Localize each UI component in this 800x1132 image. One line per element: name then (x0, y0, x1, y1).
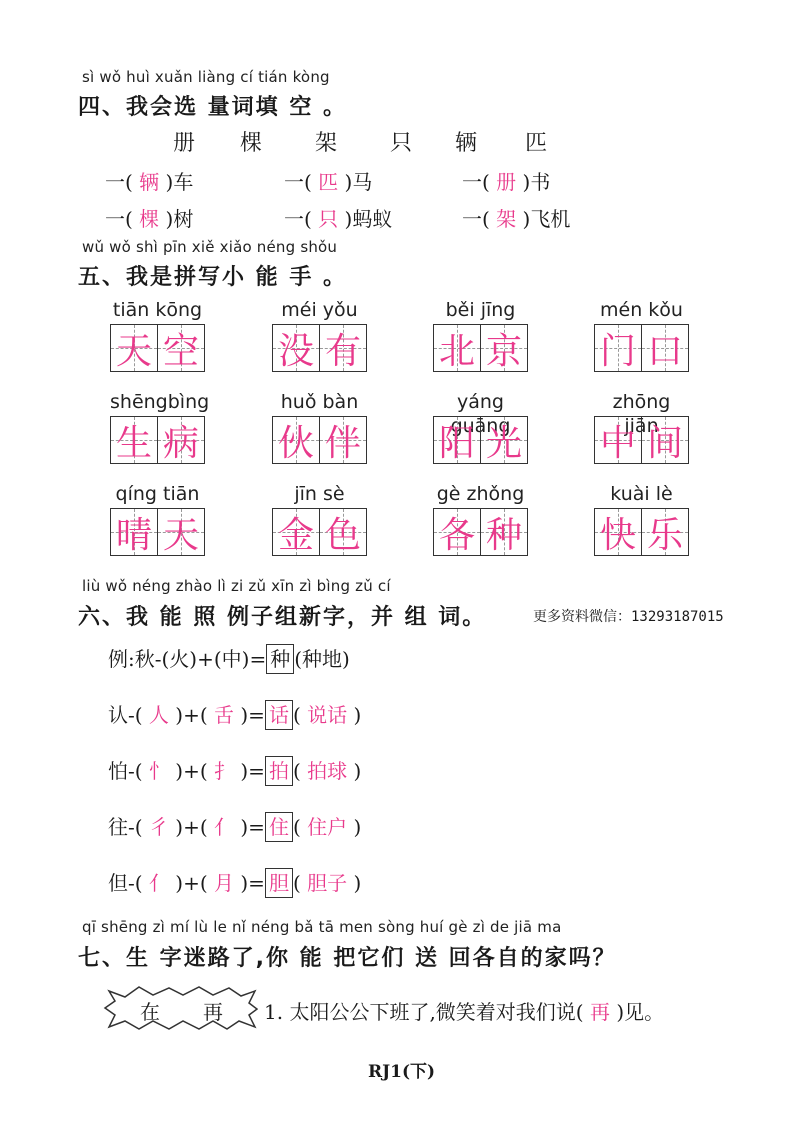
section4-title: 四、我会选 量词填 空 。 (78, 95, 347, 120)
grid-cell (641, 417, 688, 463)
pinyin-word-item (110, 390, 210, 464)
burst-word: 在 (140, 1000, 160, 1024)
word-pinyin: mén kǒu (600, 299, 683, 321)
written-character: 光 (485, 422, 522, 464)
pinyin-word-item (594, 482, 689, 556)
pinyin-word-item (433, 482, 528, 556)
measure-item: 一( 架 )飞机 (462, 207, 571, 231)
grid-cell (273, 417, 319, 463)
compose-row: 但-( 亻 )+( 月 )= 胆 ( 胆子 ) (108, 867, 361, 898)
word-pinyin: huǒ bàn (280, 391, 359, 413)
compose-row: 认-( 人 )+( 舌 )= 话 ( 说话 ) (108, 699, 361, 730)
measure-item: 一( 棵 )树 (105, 207, 194, 231)
word-pinyin: shēngbìng (110, 391, 210, 413)
grid-cell (480, 325, 527, 371)
pinyin-word-item (110, 482, 205, 556)
word-pinyin: yáng guāng (450, 391, 511, 437)
word-pinyin: zhōng jiān (612, 391, 671, 437)
bank-word: 架 (315, 131, 338, 156)
grid-cell (434, 417, 480, 463)
answer: 再 (589, 1000, 610, 1024)
written-character: 间 (646, 422, 683, 464)
written-character: 空 (162, 330, 199, 372)
tianzige-grid (433, 416, 528, 464)
tianzige-grid (110, 324, 205, 372)
written-character: 京 (485, 330, 522, 372)
answer: 棵 (139, 207, 160, 231)
section6-title: 六、我 能 照 例子组新字，并 组 词。 (78, 605, 487, 630)
written-character: 中 (599, 422, 636, 464)
section5-title: 五、我是拼写小 能 手 。 (78, 265, 347, 290)
grid-cell (480, 417, 527, 463)
grid-cell (111, 509, 157, 555)
written-character: 各 (438, 514, 475, 556)
bank-word: 匹 (525, 131, 548, 156)
pinyin-word-item (594, 298, 689, 372)
tianzige-grid (272, 416, 367, 464)
measure-item: 一( 匹 )马 (284, 170, 373, 194)
answer-box: 胆 (265, 868, 293, 898)
written-character: 晴 (115, 514, 152, 556)
answer: 册 (496, 170, 517, 194)
answer: 辆 (139, 170, 160, 194)
grid-cell (480, 509, 527, 555)
tianzige-grid (594, 416, 689, 464)
grid-cell (641, 325, 688, 371)
contact-note: 更多资料微信：13293187015 (533, 609, 724, 625)
grid-cell (319, 417, 366, 463)
written-character: 生 (115, 422, 152, 464)
grid-cell (111, 325, 157, 371)
burst-word: 再 (203, 1000, 223, 1024)
written-character: 乐 (646, 514, 683, 556)
written-character: 伙 (277, 422, 314, 464)
answer-box: 住 (265, 812, 293, 842)
bank-word: 棵 (240, 131, 263, 156)
grid-cell (157, 509, 204, 555)
grid-cell (273, 509, 319, 555)
word-bank (0, 126, 800, 156)
question-1: 1. 太阳公公下班了,微笑着对我们说( 再 )见。 (264, 1000, 665, 1024)
grid-cell (434, 509, 480, 555)
grid-cell (641, 509, 688, 555)
grid-cell (273, 325, 319, 371)
tianzige-grid (272, 324, 367, 372)
grid-cell (157, 325, 204, 371)
answer-box: 话 (265, 700, 293, 730)
written-character: 快 (599, 514, 636, 556)
written-character: 伴 (324, 422, 361, 464)
written-character: 口 (646, 330, 683, 372)
word-pinyin: kuài lè (610, 483, 673, 505)
tianzige-grid (272, 508, 367, 556)
pinyin-word-item (433, 390, 528, 464)
written-character: 门 (599, 330, 636, 372)
pinyin-word-item (433, 298, 528, 372)
grid-cell (595, 509, 641, 555)
section6-pinyin: liù wǒ néng zhào lì zi zǔ xīn zì bìng zǔ cí (82, 577, 391, 595)
measure-item: 一( 册 )书 (462, 170, 551, 194)
answer: 只 (318, 207, 339, 231)
word-pinyin: qíng tiān (115, 483, 200, 505)
grid-cell (157, 417, 204, 463)
tianzige-grid (594, 508, 689, 556)
example-row: 例:秋-(火)+(中)= 种 (种地) (108, 643, 350, 674)
tianzige-grid (110, 416, 205, 464)
grid-cell (111, 417, 157, 463)
bank-word: 册 (173, 131, 196, 156)
written-character: 金 (277, 514, 314, 556)
word-pinyin: méi yǒu (281, 299, 358, 321)
written-character: 天 (162, 514, 199, 556)
answer: 架 (496, 207, 517, 231)
answer: 匹 (318, 170, 339, 194)
grid-cell (434, 325, 480, 371)
answer-box: 种 (266, 644, 294, 674)
measure-item: 一( 只 )蚂蚁 (284, 207, 393, 231)
pinyin-word-item (594, 390, 689, 464)
section7-pinyin: qī shēng zì mí lù le nǐ néng bǎ tā men sòng huí gè zì de jiā ma (82, 918, 562, 936)
grid-cell (319, 509, 366, 555)
pinyin-word-item (272, 482, 367, 556)
grid-cell (319, 325, 366, 371)
word-pinyin: běi jīng (445, 299, 516, 321)
tianzige-grid (433, 324, 528, 372)
tianzige-grid (594, 324, 689, 372)
compose-row: 怕-( 忄 )+( 扌 )= 拍 ( 拍球 ) (108, 755, 361, 786)
measure-item: 一( 辆 )车 (105, 170, 194, 194)
tianzige-grid (110, 508, 205, 556)
word-pinyin: gè zhǒng (436, 483, 525, 505)
written-character: 种 (485, 514, 522, 556)
written-character: 天 (115, 330, 152, 372)
pinyin-word-item (110, 298, 205, 372)
starburst-icon (103, 985, 258, 1031)
written-character: 北 (438, 330, 475, 372)
word-pinyin: tiān kōng (112, 299, 203, 321)
written-character: 阳 (438, 422, 475, 464)
tianzige-grid (433, 508, 528, 556)
pinyin-word-item (272, 298, 367, 372)
pinyin-word-item (272, 390, 367, 464)
section4-pinyin: sì wǒ huì xuǎn liàng cí tián kòng (82, 68, 330, 86)
answer-box: 拍 (265, 756, 293, 786)
section7-title: 七、生 字迷路了,你 能 把它们 送 回各自的家吗？ (78, 946, 617, 971)
grid-cell (595, 417, 641, 463)
page-footer: RJ1(下) (368, 1062, 436, 1082)
section5-pinyin: wǔ wǒ shì pīn xiě xiǎo néng shǒu (82, 238, 338, 256)
word-pinyin: jīn sè (294, 483, 345, 505)
written-character: 有 (324, 330, 361, 372)
compose-row: 往-( 彳 )+( 亻 )= 住 ( 住户 ) (108, 811, 361, 842)
bank-word: 辆 (455, 131, 478, 156)
bank-word: 只 (390, 131, 413, 156)
written-character: 色 (324, 514, 361, 556)
grid-cell (595, 325, 641, 371)
written-character: 病 (162, 422, 199, 464)
written-character: 没 (277, 330, 314, 372)
